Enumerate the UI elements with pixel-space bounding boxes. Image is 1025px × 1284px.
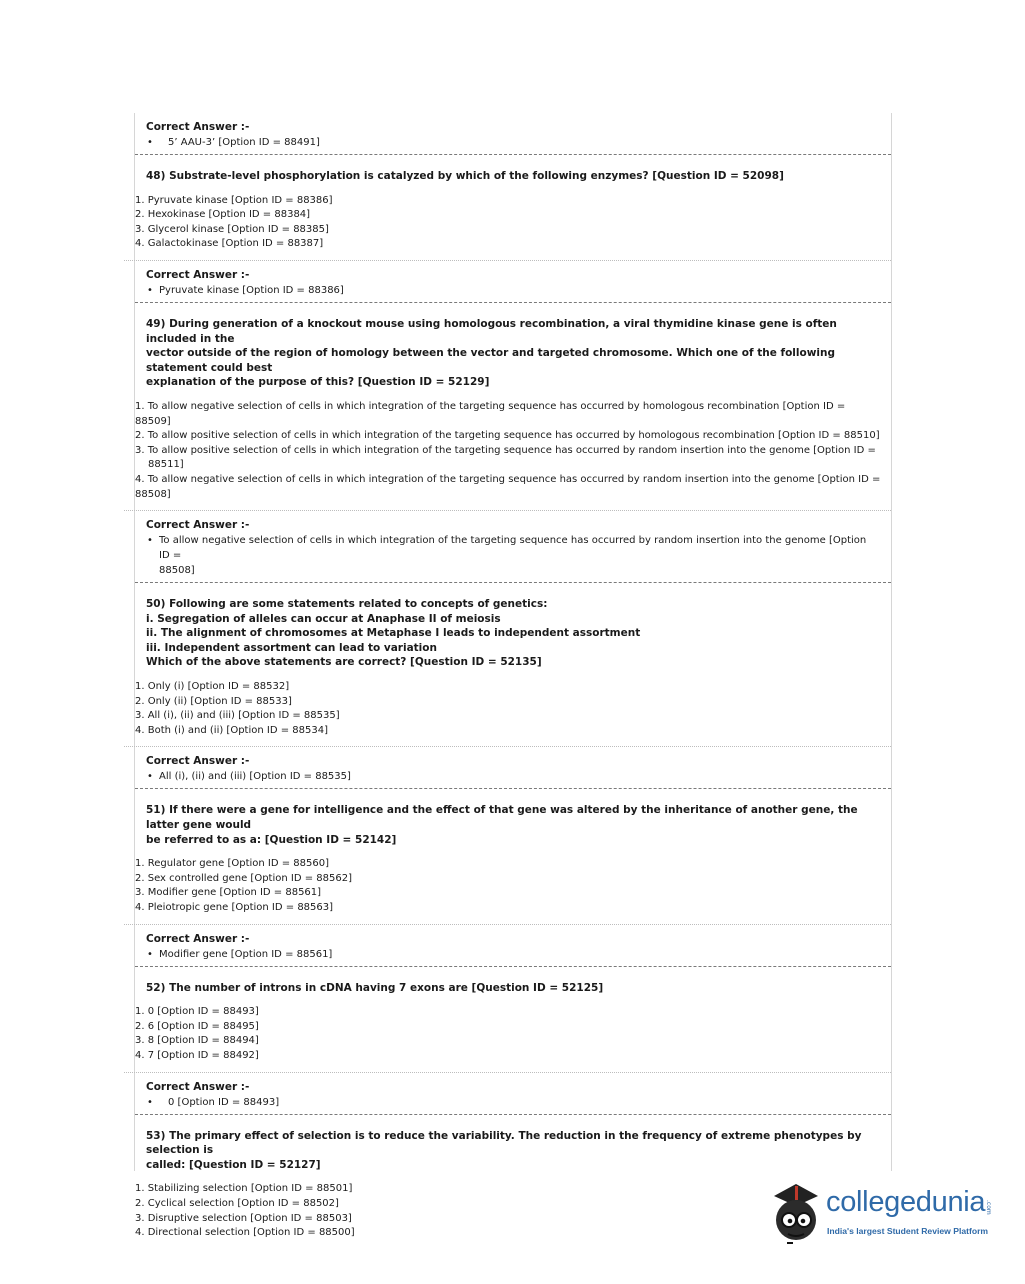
option: 1. Regulator gene [Option ID = 88560]	[135, 858, 330, 870]
option: 3. Disruptive selection [Option ID = 88503]	[135, 1212, 352, 1224]
option: 3. All (i), (ii) and (iii) [Option ID = 88535]	[135, 710, 340, 722]
correct-answer	[135, 511, 891, 583]
option: 4. Both (i) and (ii) [Option ID = 88534]	[135, 724, 328, 736]
logo-tagline: India's largest Student Review Platform	[827, 1226, 989, 1236]
question-50	[135, 583, 891, 789]
option: 3. 8 [Option ID = 88494]	[135, 1035, 259, 1047]
option: 2. 6 [Option ID = 88495]	[135, 1020, 259, 1032]
correct-answer	[135, 925, 891, 967]
bullet-icon: •	[147, 535, 153, 547]
correct-answer	[135, 261, 891, 303]
question-51	[135, 789, 891, 966]
options-list	[124, 847, 891, 924]
options-list	[124, 390, 891, 511]
correct-answer-item: • 5’ AAU-3’ [Option ID = 88491]	[147, 137, 320, 148]
option: 1. Only (i) [Option ID = 88532]	[135, 681, 290, 693]
question-paper	[134, 113, 892, 1239]
bullet-icon: •	[147, 1096, 153, 1108]
q47-correct-answer	[135, 113, 891, 155]
option: 4. 7 [Option ID = 88492]	[135, 1049, 259, 1061]
correct-answer-item: • Modifier gene [Option ID = 88561]	[147, 948, 333, 960]
question-text: 50) Following are some statements related to concepts of genetics: i. Segregation of alleles can occur at Anaphase II of meiosis ii. The alignment of chromosomes at Metaphase I leads to independent assortment iii. Independent assortment can lead to variation Which of the above statements are correct? [Question ID = 52135]	[146, 598, 641, 669]
option: 3. To allow positive selection of cells in which integration of the targeting sequence has occurred by random insertion into the genome [Option ID =	[135, 444, 876, 456]
correct-answer-title: Correct Answer :-	[146, 121, 250, 133]
question-49	[135, 303, 891, 583]
option: 1. To allow negative selection of cells in which integration of the targeting sequence has occurred by homologous recombination [Option ID = 88509]	[135, 400, 846, 427]
option: 4. To allow negative selection of cells in which integration of the targeting sequence has occurred by random insertion into the genome [Option ID = 88508]	[135, 473, 881, 500]
option: 3. Glycerol kinase [Option ID = 88385]	[135, 223, 329, 235]
correct-answer	[135, 747, 891, 789]
bullet-icon: •	[147, 771, 153, 783]
option: 2. Hexokinase [Option ID = 88384]	[135, 209, 311, 221]
options-list	[124, 670, 891, 747]
option: 2. Cyclical selection [Option ID = 88502]	[135, 1197, 339, 1209]
correct-answer-item: • Pyruvate kinase [Option ID = 88386]	[147, 284, 344, 296]
question-text: 52) The number of introns in cDNA having 7 exons are [Question ID = 52125]	[146, 981, 604, 994]
correct-answer-title: Correct Answer :-	[146, 519, 250, 532]
option-continuation: 88511]	[148, 459, 184, 471]
collegedunia-logo[interactable]	[766, 1176, 996, 1252]
question-text: 51) If there were a gene for intelligence and the effect of that gene was altered by the inheritance of another gene, the latter gene would be referred to as a: [Question ID = 52142]	[146, 804, 858, 846]
bullet-icon: •	[147, 137, 153, 148]
correct-answer-title: Correct Answer :-	[146, 1080, 250, 1093]
options-list	[124, 184, 891, 261]
options-list	[124, 995, 891, 1072]
option: 4. Pleiotropic gene [Option ID = 88563]	[135, 902, 334, 913]
correct-answer-item: • 0 [Option ID = 88493]	[147, 1096, 280, 1108]
option: 1. Stabilizing selection [Option ID = 88501]	[135, 1183, 353, 1195]
bullet-icon: •	[147, 948, 153, 960]
option: 4. Directional selection [Option ID = 88500]	[135, 1227, 355, 1239]
mascot-icon	[766, 1176, 826, 1248]
question-48	[135, 155, 891, 303]
correct-answer-item: • To allow negative selection of cells in which integration of the targeting sequence has occurred by random insertion into the genome [Option ID =	[147, 535, 867, 562]
option: 4. Galactokinase [Option ID = 88387]	[135, 238, 324, 250]
correct-answer-title: Correct Answer :-	[146, 268, 250, 281]
question-52	[135, 967, 891, 1115]
option: 2. To allow positive selection of cells in which integration of the targeting sequence has occurred by homologous recombination [Option ID = 88510]	[135, 430, 880, 442]
option: 2. Sex controlled gene [Option ID = 88562]	[135, 872, 352, 884]
option: 3. Modifier gene [Option ID = 88561]	[135, 887, 322, 899]
correct-answer-title: Correct Answer :-	[146, 755, 250, 768]
bullet-icon: •	[147, 284, 153, 296]
correct-answer-title: Correct Answer :-	[146, 932, 250, 945]
option: 1. Pyruvate kinase [Option ID = 88386]	[135, 194, 333, 206]
question-text: 49) During generation of a knockout mouse using homologous recombination, a viral thymidine kinase gene is often included in the vector outside of the region of homology between the vector and targeted chromosome. Which one of the following statement could best explanation of the purpose of this? [Question ID = 52129]	[146, 317, 837, 389]
option: 1. 0 [Option ID = 88493]	[135, 1006, 259, 1018]
logo-domain: .com	[985, 1200, 992, 1215]
correct-answer-continuation: 88508]	[159, 565, 195, 577]
option: 2. Only (ii) [Option ID = 88533]	[135, 695, 292, 707]
logo-wordmark: collegedunia	[826, 1186, 986, 1218]
question-text: 48) Substrate-level phosphorylation is catalyzed by which of the following enzymes? [Question ID = 52098]	[146, 170, 784, 182]
question-text: 53) The primary effect of selection is to reduce the variability. The reduction in the frequency of extreme phenotypes by selection is called: [Question ID = 52127]	[146, 1129, 862, 1171]
correct-answer	[135, 1073, 891, 1115]
correct-answer-item: • All (i), (ii) and (iii) [Option ID = 88535]	[147, 771, 351, 783]
